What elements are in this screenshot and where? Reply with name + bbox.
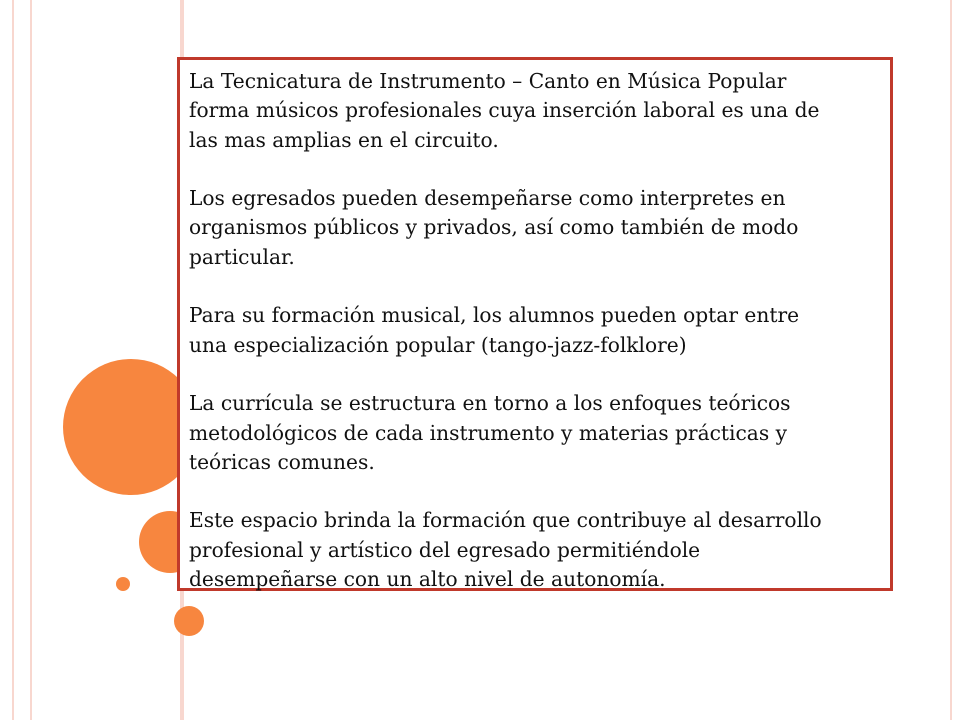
paragraph-graduates: Los egresados pueden desempeñarse como interpretes en organismos públicos y privados, así como también de modo particular.: [189, 186, 799, 269]
paragraph-curriculum: La currícula se estructura en torno a los enfoques teóricos metodológicos de cada instrumento y materias prácticas y teóricas comunes.: [189, 391, 791, 474]
decorative-line: [12, 0, 14, 720]
paragraph-spacer: [189, 272, 882, 301]
slide-text-box: [177, 57, 893, 591]
decorative-line: [30, 0, 32, 720]
paragraph-space: Este espacio brinda la formación que contribuye al desarrollo profesional y artístico del egresado permitiéndole desempeñarse con un alto nivel de autonomía.: [189, 508, 822, 592]
paragraph-intro: La Tecnicatura de Instrumento – Canto en Música Popular forma músicos profesionales cuya inserción laboral es una de las mas amplias en el circuito.: [189, 69, 820, 152]
paragraph-spacer: [189, 155, 882, 184]
decorative-circle-small: [174, 606, 204, 636]
decorative-line: [950, 0, 952, 720]
decorative-circle-small: [116, 577, 130, 591]
paragraph-spacer: [189, 360, 882, 389]
paragraph-spacer: [189, 477, 882, 506]
paragraph-training: Para su formación musical, los alumnos pueden optar entre una especialización popular (tango-jazz-folklore): [189, 303, 800, 357]
